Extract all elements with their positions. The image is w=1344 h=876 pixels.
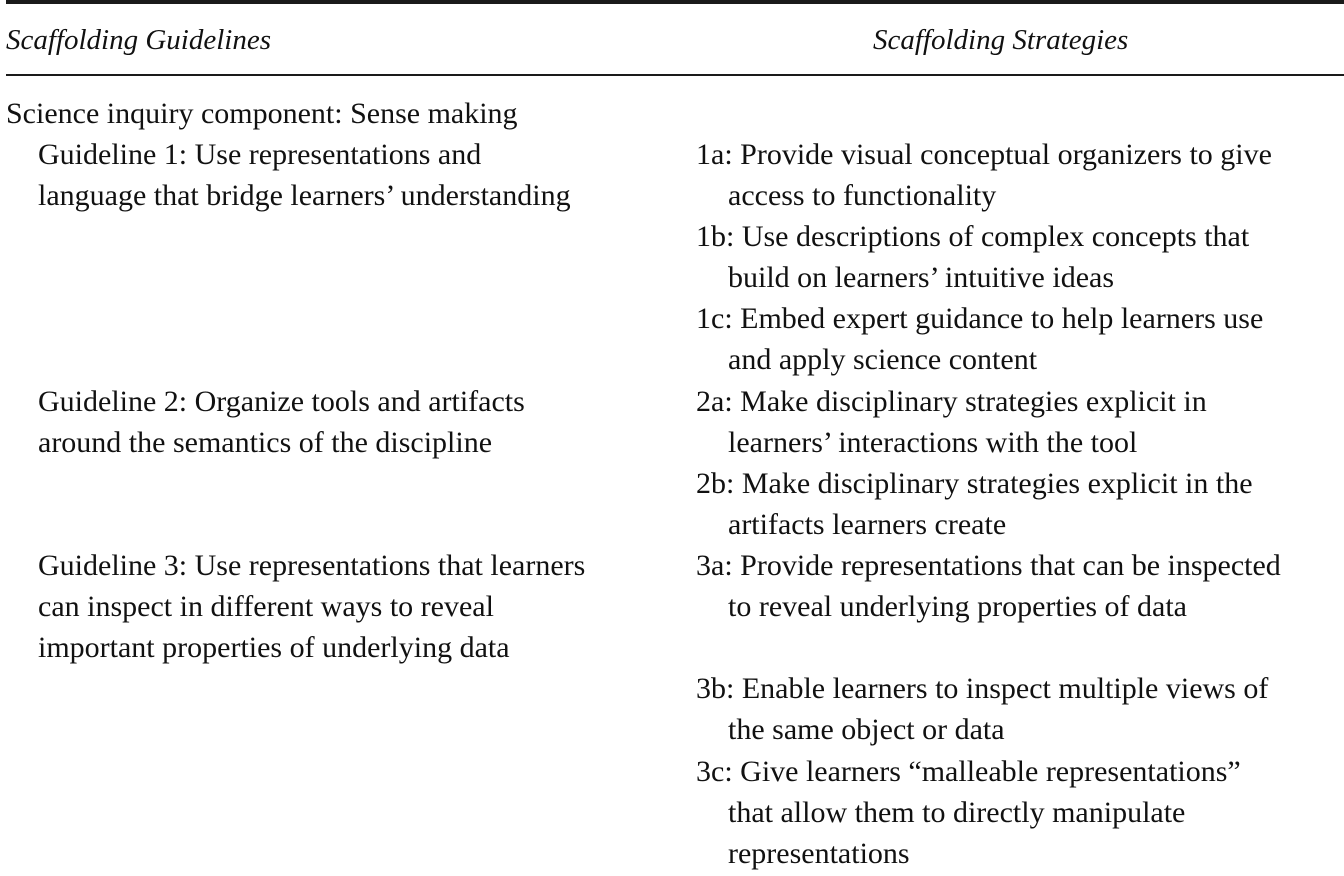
strategy-3c-line-1: 3c: Give learners “malleable representations” xyxy=(696,755,1241,788)
strategy-1c-line-2: and apply science content xyxy=(728,343,1038,376)
strategy-2a-line-1: 2a: Make disciplinary strategies explicit in xyxy=(696,385,1207,418)
strategy-2b-line-1: 2b: Make disciplinary strategies explicit in the xyxy=(696,467,1253,500)
section-title: Science inquiry component: Sense making xyxy=(6,97,518,130)
strategy-3a-line-2: to reveal underlying properties of data xyxy=(728,590,1187,623)
header-scaffolding-strategies: Scaffolding Strategies xyxy=(873,24,1129,56)
strategy-3b-line-2: the same object or data xyxy=(728,713,1005,746)
guideline-1 xyxy=(38,134,678,216)
guideline-2 xyxy=(38,381,678,463)
strategy-1a-line-2: access to functionality xyxy=(728,179,997,212)
strategy-2b-line-2: artifacts learners create xyxy=(728,508,1007,541)
strategy-1c-line-1: 1c: Embed expert guidance to help learners use xyxy=(696,302,1264,335)
guideline-2-line-1: Guideline 2: Organize tools and artifacts xyxy=(38,385,525,418)
guideline-3-line-2: can inspect in different ways to reveal xyxy=(38,590,494,623)
guideline-1-line-2: language that bridge learners’ understanding xyxy=(38,179,571,212)
guideline-3-line-1: Guideline 3: Use representations that learners xyxy=(38,549,586,582)
strategy-3c-line-3: representations xyxy=(728,837,910,870)
header-scaffolding-guidelines: Scaffolding Guidelines xyxy=(6,24,271,56)
strategy-3c-line-2: that allow them to directly manipulate xyxy=(728,796,1186,829)
strategy-1a-line-1: 1a: Provide visual conceptual organizers to give xyxy=(696,138,1272,171)
strategy-2b xyxy=(696,463,1344,545)
guideline-1-line-1: Guideline 1: Use representations and xyxy=(38,138,482,171)
strategy-2a xyxy=(696,381,1344,463)
strategy-3a xyxy=(696,545,1344,627)
guideline-2-line-2: around the semantics of the discipline xyxy=(38,426,493,459)
strategy-1a xyxy=(696,134,1344,216)
guideline-3-line-3: important properties of underlying data xyxy=(38,631,510,664)
strategy-3a-line-1: 3a: Provide representations that can be inspected xyxy=(696,549,1281,582)
strategy-2a-line-2: learners’ interactions with the tool xyxy=(728,426,1138,459)
strategy-1b xyxy=(696,216,1344,298)
strategy-1c xyxy=(696,298,1344,380)
strategy-1b-line-2: build on learners’ intuitive ideas xyxy=(728,261,1115,294)
strategy-3b xyxy=(696,668,1344,750)
guideline-3 xyxy=(38,545,678,668)
header-rule xyxy=(6,74,1344,76)
strategy-3c xyxy=(696,751,1344,874)
table-top-rule xyxy=(6,0,1344,4)
strategy-1b-line-1: 1b: Use descriptions of complex concepts that xyxy=(696,220,1250,253)
strategy-3b-line-1: 3b: Enable learners to inspect multiple views of xyxy=(696,672,1269,705)
